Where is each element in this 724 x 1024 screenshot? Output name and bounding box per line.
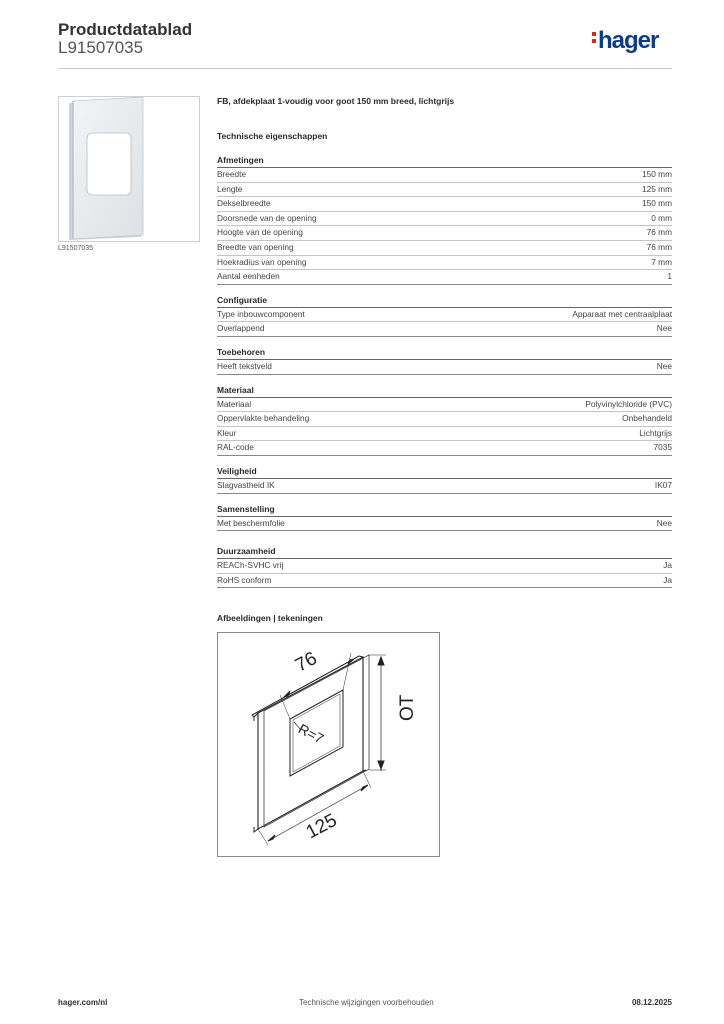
section-configuratie (217, 294, 672, 337)
tech-heading: Technische eigenschappen (217, 131, 328, 141)
spec-row (217, 226, 672, 241)
logo-text: hager (598, 27, 659, 54)
dim-length-label: 125 (302, 809, 341, 844)
section-duurzaamheid (217, 545, 672, 588)
spec-label: Heeft tekstveld (217, 360, 272, 371)
dim-width-label: 76 (292, 648, 321, 677)
spec-label: RoHS conform (217, 574, 272, 585)
spec-row (217, 517, 672, 532)
product-thumbnail[interactable] (58, 96, 200, 242)
spec-value: IK07 (654, 479, 672, 490)
spec-value: 0 mm (651, 212, 672, 223)
hager-logo[interactable] (592, 27, 658, 55)
spec-row (217, 398, 672, 413)
spec-value: Nee (656, 360, 672, 371)
spec-row (217, 441, 672, 456)
spec-row (217, 412, 672, 427)
spec-value: 1 (667, 271, 672, 282)
spec-row (217, 322, 672, 337)
spec-value: 125 mm (642, 183, 672, 194)
spec-label: Dekselbreedte (217, 198, 271, 209)
spec-row (217, 197, 672, 212)
spec-label: Type inbouwcomponent (217, 308, 305, 319)
section-title: Toebehoren (217, 346, 672, 360)
spec-value: Ja (663, 560, 672, 571)
logo-dots-icon (592, 29, 597, 46)
spec-label: Met beschermfolie (217, 517, 285, 528)
dimension-drawing (218, 633, 439, 856)
spec-row (217, 479, 672, 494)
spec-label: RAL-code (217, 442, 254, 453)
footer-date: 08.12.2025 (631, 998, 672, 1007)
footer-disclaimer: Technische wijzigingen voorbehouden (299, 998, 434, 1007)
section-title: Materiaal (217, 384, 672, 398)
section-afmetingen (217, 154, 672, 285)
spec-value: Polyvinylchloride (PVC) (585, 398, 672, 409)
spec-label: Lengte (217, 183, 243, 194)
spec-label: Breedte (217, 169, 247, 179)
spec-row (217, 270, 672, 285)
product-code: L91507035 (58, 38, 144, 57)
spec-value: 7 mm (651, 256, 672, 267)
section-veiligheid (217, 465, 672, 494)
section-materiaal (217, 384, 672, 456)
section-title: Afmetingen (217, 154, 672, 168)
section-title: Samenstelling (217, 503, 672, 517)
section-toebehoren (217, 346, 672, 375)
dim-height-label: OT (397, 694, 418, 721)
thumbnail-caption: L91507035 (58, 245, 94, 252)
section-title: Duurzaamheid (217, 545, 672, 559)
spec-row (217, 308, 672, 323)
spec-row (217, 168, 672, 183)
spec-value: 150 mm (642, 198, 672, 209)
spec-value: Nee (656, 517, 672, 528)
spec-label: REACh-SVHC vrij (217, 560, 284, 571)
spec-row (217, 256, 672, 271)
spec-value: 150 mm (642, 169, 672, 179)
spec-label: Materiaal (217, 398, 252, 409)
section-title: Configuratie (217, 294, 672, 308)
technical-drawing[interactable] (217, 632, 440, 857)
spec-label: Oppervlakte behandeling (217, 413, 310, 424)
spec-value: Apparaat met centraalplaat (572, 308, 672, 319)
footer-website-link[interactable]: hager.com/nl (58, 998, 108, 1007)
page-title: Productdatablad (58, 20, 193, 39)
spec-row (217, 559, 672, 574)
spec-value: 76 mm (646, 227, 672, 238)
cover-plate-image (59, 97, 199, 241)
spec-row (217, 360, 672, 375)
spec-label: Slagvastheid IK (217, 479, 275, 490)
spec-label: Hoogte van de opening (217, 227, 303, 238)
section-title: Veiligheid (217, 465, 672, 479)
spec-label: Aantal eenheden (217, 271, 280, 282)
spec-value: 76 mm (646, 241, 672, 252)
spec-row (217, 212, 672, 227)
header-divider (58, 68, 672, 69)
spec-row (217, 574, 672, 589)
spec-row (217, 427, 672, 442)
drawing-title: Afbeeldingen | tekeningen (217, 613, 323, 623)
section-samenstelling (217, 503, 672, 532)
spec-column (217, 96, 672, 588)
product-description: FB, afdekplaat 1-voudig voor goot 150 mm breed, lichtgrijs (217, 96, 455, 106)
spec-row (217, 241, 672, 256)
spec-label: Overlappend (217, 323, 265, 334)
spec-value: Lichtgrijs (639, 427, 672, 438)
spec-value: Nee (656, 323, 672, 334)
spec-value: Ja (663, 574, 672, 585)
dim-radius-label: R=7 (295, 720, 327, 747)
spec-value: 7035 (653, 442, 672, 453)
spec-label: Kleur (217, 427, 237, 438)
spec-row (217, 183, 672, 198)
spec-label: Hoekradius van opening (217, 256, 307, 267)
spec-value: Onbehandeld (622, 413, 672, 424)
spec-label: Doorsnede van de opening (217, 212, 317, 223)
spec-label: Breedte van opening (217, 241, 294, 252)
